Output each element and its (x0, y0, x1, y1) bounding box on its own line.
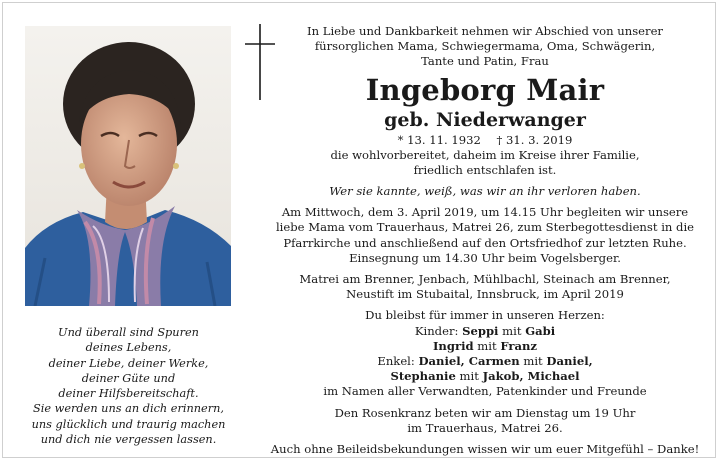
rosary-line: im Trauerhaus, Matrei 26. (407, 420, 563, 435)
funeral-line: Am Mittwoch, dem 3. April 2019, um 14.15 Uhr begleiten wir unsere (281, 205, 689, 220)
poem-line: und dich nie vergessen lassen. (40, 433, 217, 447)
grandchildren-line (260, 369, 710, 384)
place-line: Neustift im Stubaital, Innsbruck, im April 2019 (346, 287, 624, 302)
relatives-line: im Namen aller Verwandten, Patenkinder und Freunde (323, 384, 647, 399)
children-line (260, 339, 710, 354)
poem-line: deiner Hilfsbereitschaft. (58, 387, 199, 401)
child-name: Seppi (462, 323, 499, 338)
notice-text (260, 24, 710, 457)
funeral-line: Einsegnung um 14.30 Uhr beim Vogelsberger. (349, 250, 621, 265)
intro-line: fürsorglichen Mama, Schwiegermama, Oma, Schwägerin, (314, 39, 656, 54)
funeral-line: liebe Mama vom Trauerhaus, Matrei 26, zum Sterbegottesdienst in die (275, 220, 695, 235)
portrait-photo (25, 26, 231, 306)
poem-line: deines Lebens, (85, 341, 172, 355)
mit-word: mit (502, 323, 522, 338)
child-name: Ingrid (433, 338, 474, 353)
birth-date: * 13. 11. 1932 (397, 132, 481, 147)
poem-line: uns glücklich und traurig machen (31, 417, 226, 431)
funeral-line: Pfarrkirche und anschließend auf den Ortsfriedhof zur letzten Ruhe. (283, 235, 687, 250)
place-line: Matrei am Brenner, Jenbach, Mühlbachl, Steinach am Brenner, (299, 272, 671, 287)
poem-line: Und überall sind Spuren (58, 326, 199, 339)
intro-line: Tante und Patin, Frau (421, 54, 549, 69)
poem-line: deiner Liebe, deiner Werke, (48, 356, 209, 370)
grandchildren-prefix: Enkel: (377, 354, 415, 369)
intro-line: In Liebe und Dankbarkeit nehmen wir Abschied von unserer (307, 24, 663, 38)
birth-name: geb. Niederwanger (384, 108, 586, 131)
poem-line: deiner Güte und (81, 371, 176, 385)
passing-line: die wohlvorbereitet, daheim im Kreise ihrer Familie, (330, 147, 640, 162)
partner-names: Jakob, Michael (482, 369, 580, 384)
deceased-name: Ingeborg Mair (365, 72, 605, 107)
grandchildren-line (260, 354, 710, 369)
mit-word: mit (523, 354, 543, 369)
partner-name: Franz (500, 338, 537, 353)
mit-word: mit (459, 369, 479, 384)
closing-line: Auch ohne Beileidsbekundungen wissen wir um euer Mitgefühl – Danke! (270, 442, 700, 457)
partner-name: Gabi (525, 323, 556, 338)
life-dates (260, 133, 710, 148)
partner-name: Daniel, (546, 354, 593, 369)
death-date: † 31. 3. 2019 (496, 132, 573, 147)
mit-word: mit (477, 338, 497, 353)
rosary-line: Den Rosenkranz beten wir am Dienstag um 19 Uhr (334, 405, 636, 420)
grandchild-names: Daniel, Carmen (418, 354, 520, 369)
memorial-quote: Wer sie kannte, weiß, was wir an ihr verloren haben. (329, 184, 641, 199)
grandchild-name: Stephanie (390, 369, 456, 384)
children-line (260, 324, 710, 339)
poem-line: Sie werden uns an dich erinnern, (33, 402, 224, 416)
children-prefix: Kinder: (414, 323, 459, 338)
passing-line: friedlich entschlafen ist. (413, 162, 557, 177)
heart-line: Du bleibst für immer in unseren Herzen: (365, 308, 605, 323)
memorial-poem (16, 325, 241, 447)
